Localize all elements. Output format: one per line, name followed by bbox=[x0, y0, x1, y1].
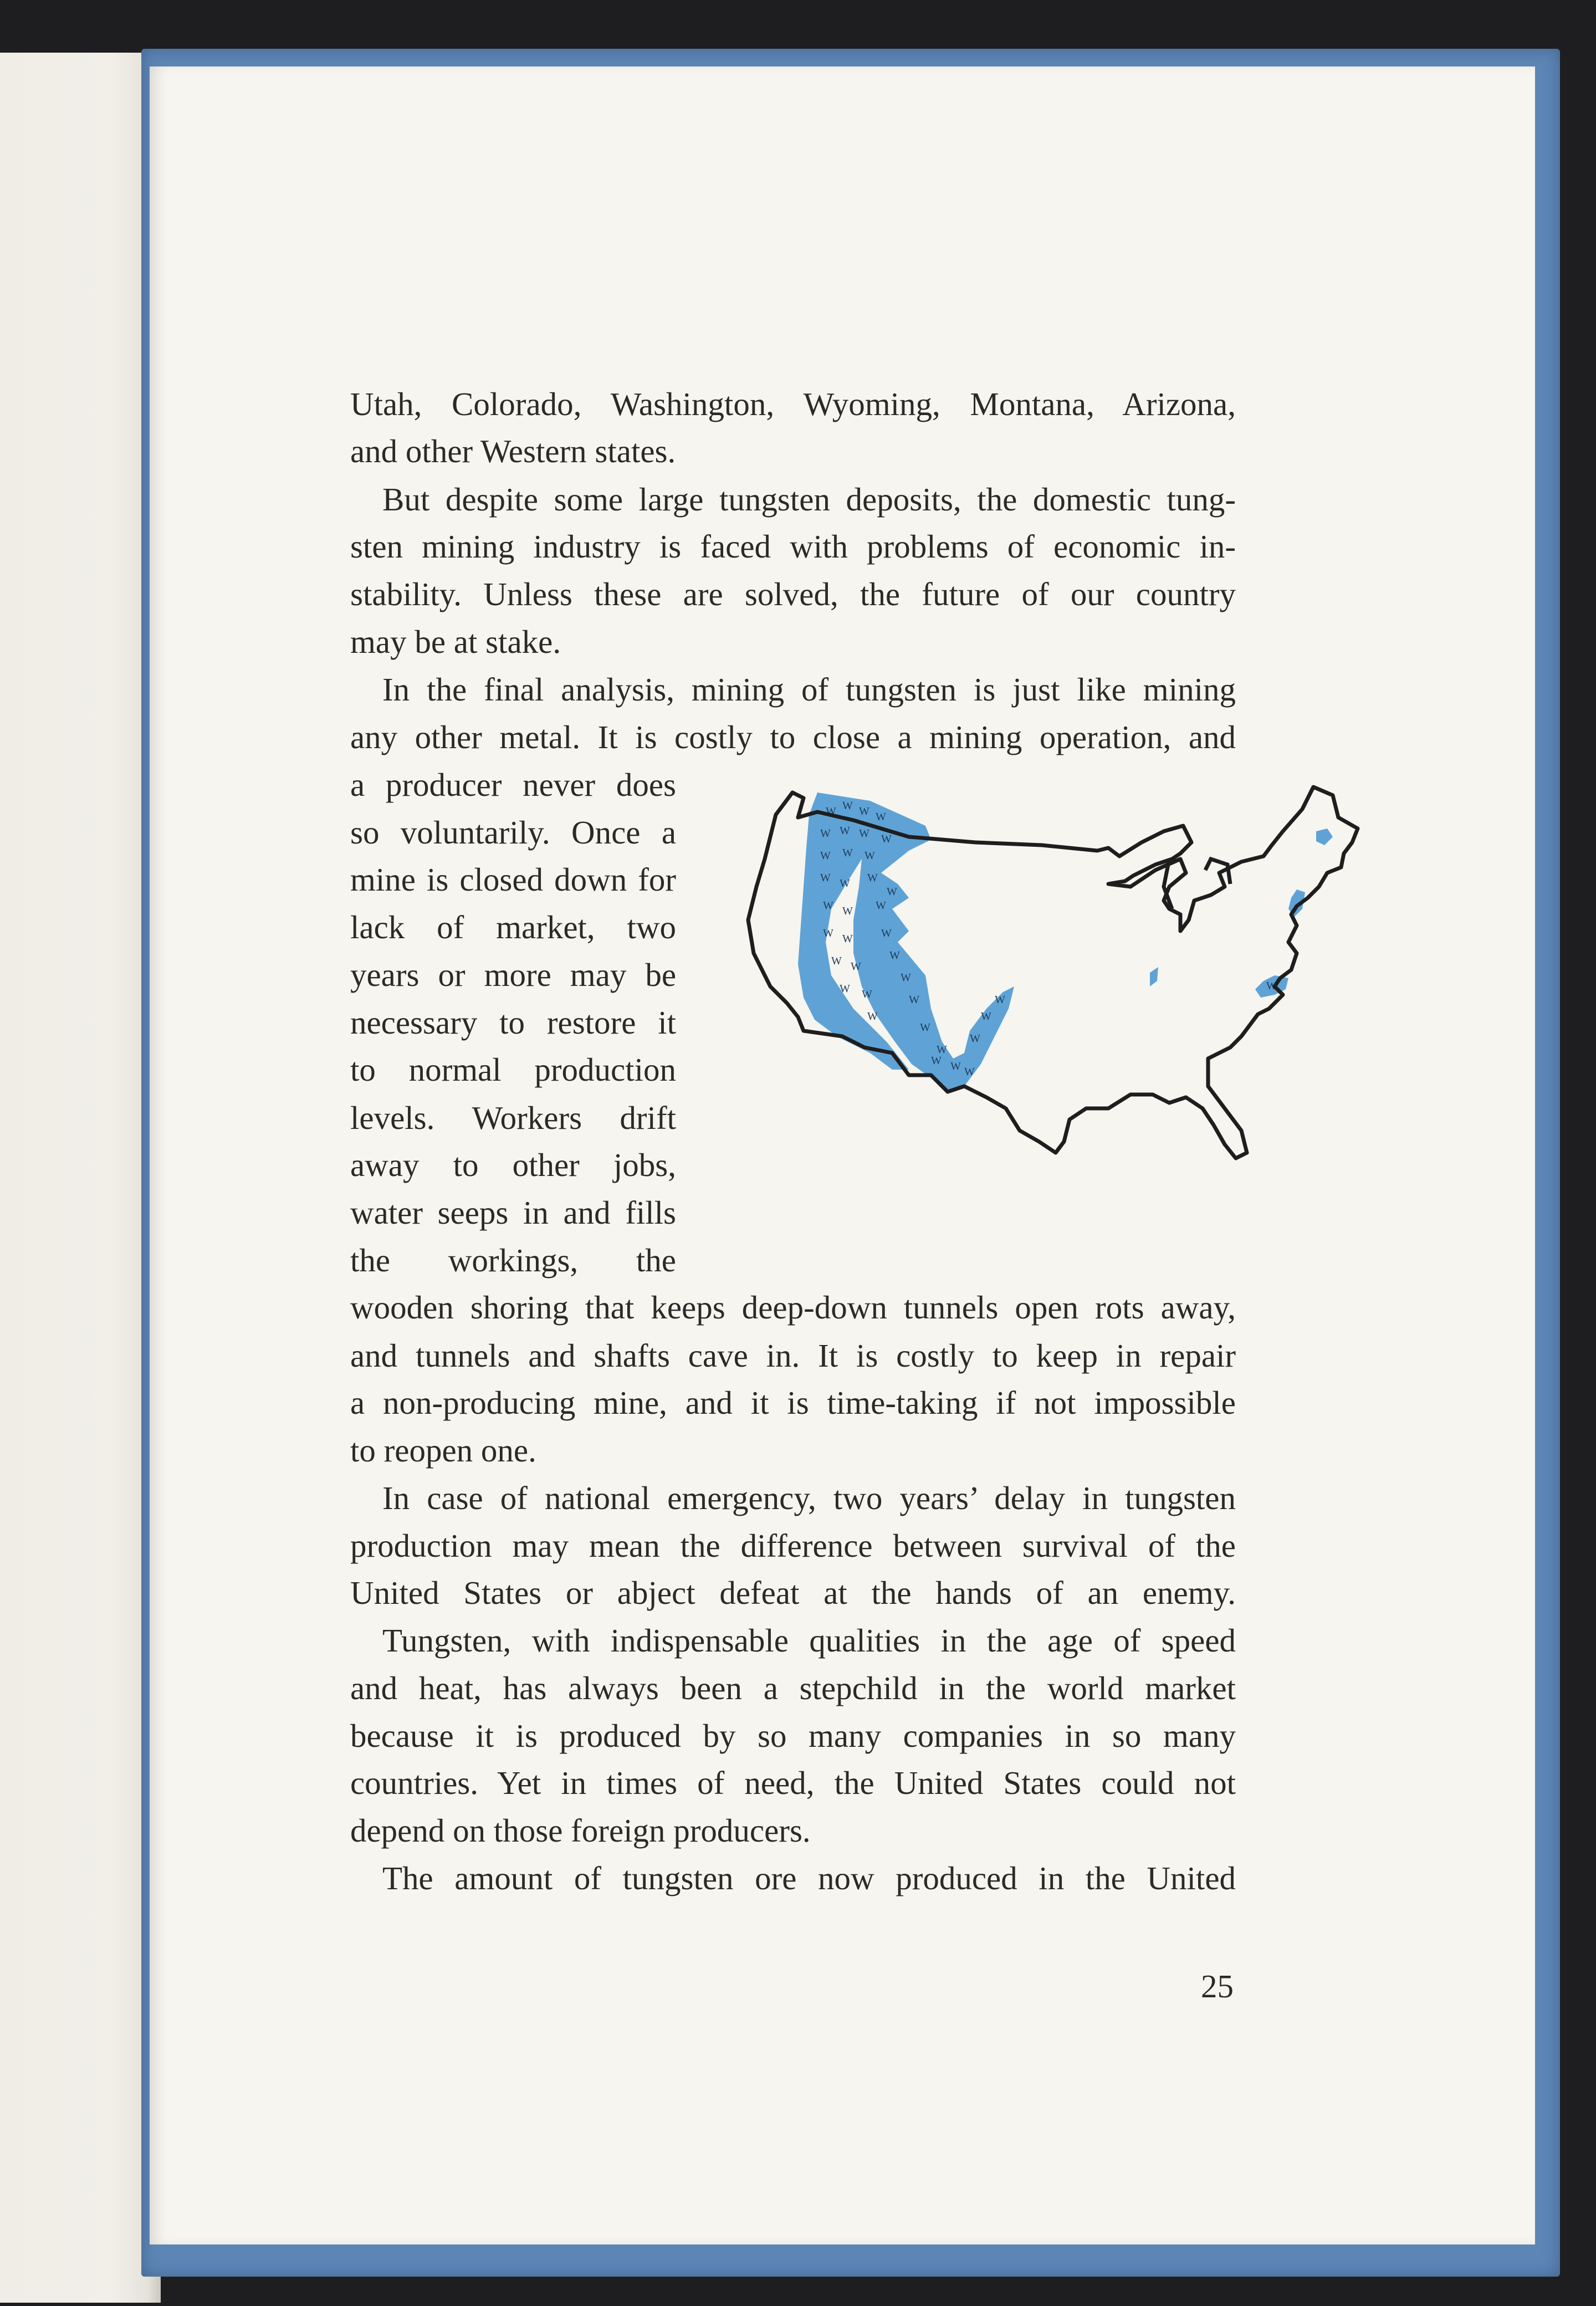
tungsten-w-symbol: W bbox=[876, 811, 886, 823]
text-line: necessary to restore it bbox=[350, 1004, 677, 1041]
text-line: may be at stake. bbox=[350, 623, 561, 660]
tungsten-w-symbol: W bbox=[840, 825, 850, 837]
tungsten-w-symbol: W bbox=[881, 833, 892, 845]
tungsten-w-symbol: W bbox=[842, 800, 853, 812]
tungsten-w-symbol: W bbox=[820, 872, 831, 884]
tungsten-w-symbol: W bbox=[842, 905, 853, 917]
tungsten-w-symbol: W bbox=[889, 949, 900, 962]
left-page-edge bbox=[0, 53, 161, 2303]
text-line: so voluntarily. Once a bbox=[350, 814, 677, 851]
tungsten-w-symbol: W bbox=[840, 877, 850, 889]
tungsten-w-symbol: W bbox=[851, 960, 861, 973]
tungsten-w-symbol: W bbox=[842, 847, 853, 859]
tungsten-w-symbol: W bbox=[826, 805, 836, 817]
text-line: the workings, the bbox=[350, 1242, 676, 1279]
tungsten-w-symbol: W bbox=[823, 899, 833, 912]
text-line: a producer never does bbox=[350, 766, 677, 803]
tungsten-w-symbol: W bbox=[867, 872, 878, 884]
tungsten-w-symbol: W bbox=[887, 886, 897, 898]
tungsten-w-symbol: W bbox=[909, 994, 919, 1006]
tungsten-w-symbol: W bbox=[867, 1010, 878, 1022]
text-line: mine is closed down for bbox=[350, 861, 676, 898]
text-line: countries. Yet in times of need, the United States could not bbox=[350, 1765, 1236, 1801]
tungsten-w-symbol: W bbox=[964, 1066, 975, 1078]
text-line: In case of national emergency, two years’ delay in tungsten bbox=[382, 1480, 1236, 1516]
tungsten-w-symbol: W bbox=[859, 805, 869, 817]
tungsten-w-symbol: W bbox=[920, 1021, 930, 1034]
text-line: The amount of tungsten ore now produced in the United bbox=[382, 1860, 1236, 1896]
text-line: away to other jobs, bbox=[350, 1147, 677, 1183]
tungsten-w-symbol: W bbox=[859, 827, 869, 840]
text-line: levels. Workers drift bbox=[350, 1100, 676, 1136]
page-number: 25 bbox=[1201, 1968, 1234, 2005]
text-line: any other metal. It is costly to close a mining operation, and bbox=[350, 719, 1236, 755]
tungsten-w-symbol: W bbox=[981, 1010, 991, 1022]
tungsten-w-symbol: W bbox=[881, 927, 892, 939]
tungsten-w-symbol: W bbox=[823, 927, 833, 939]
tungsten-w-symbol: W bbox=[950, 1060, 961, 1072]
text-line: wooden shoring that keeps deep-down tunnels open rots away, bbox=[350, 1289, 1236, 1326]
text-line: In the final analysis, mining of tungsten is just like mining bbox=[382, 671, 1236, 708]
tungsten-w-symbol: W bbox=[970, 1032, 980, 1045]
text-line: production may mean the difference between survival of the bbox=[350, 1527, 1236, 1564]
tungsten-w-symbol: W bbox=[1266, 980, 1277, 992]
tungsten-w-symbol: W bbox=[995, 994, 1005, 1006]
tungsten-w-symbol: W bbox=[931, 1055, 942, 1067]
text-line: But despite some large tungsten deposits, the domestic tung- bbox=[382, 481, 1236, 518]
tungsten-w-symbol: W bbox=[840, 983, 850, 995]
text-line: years or more may be bbox=[350, 957, 677, 993]
lake-huron bbox=[1205, 859, 1230, 884]
text-line: and heat, has always been a stepchild in the world market bbox=[350, 1670, 1236, 1706]
text-line: stability. Unless these are solved, the future of our country bbox=[350, 576, 1236, 612]
text-line: because it is produced by so many companies in so many bbox=[350, 1717, 1236, 1754]
text-line: and other Western states. bbox=[350, 433, 676, 469]
text-line: to normal production bbox=[350, 1051, 676, 1088]
deposit-region bbox=[1150, 967, 1158, 986]
us-tungsten-map bbox=[743, 776, 1408, 1208]
tungsten-w-symbol: W bbox=[864, 850, 875, 862]
text-line: Utah, Colorado, Washington, Wyoming, Montana, Arizona, bbox=[350, 386, 1236, 422]
deposit-region bbox=[1316, 829, 1333, 845]
tungsten-w-symbol: W bbox=[937, 1044, 947, 1056]
tungsten-symbols bbox=[820, 800, 1277, 1078]
tungsten-w-symbol: W bbox=[876, 899, 886, 912]
text-line: Tungsten, with indispensable qualities in the age of speed bbox=[382, 1622, 1236, 1659]
text-line: and tunnels and shafts cave in. It is costly to keep in repair bbox=[350, 1337, 1236, 1374]
tungsten-deposit-regions bbox=[798, 792, 1333, 1092]
text-line: water seeps in and fills bbox=[350, 1194, 676, 1231]
text-line: United States or abject defeat at the hands of an enemy. bbox=[350, 1574, 1236, 1611]
tungsten-w-symbol: W bbox=[842, 933, 853, 945]
text-line: lack of market, two bbox=[350, 909, 676, 945]
tungsten-w-symbol: W bbox=[901, 972, 911, 984]
text-line: to reopen one. bbox=[350, 1432, 536, 1469]
text-line: sten mining industry is faced with problems of economic in- bbox=[350, 528, 1236, 565]
tungsten-w-symbol: W bbox=[831, 955, 842, 967]
text-line: depend on those foreign producers. bbox=[350, 1812, 811, 1849]
tungsten-w-symbol: W bbox=[820, 827, 831, 840]
tungsten-w-symbol: W bbox=[862, 988, 872, 1000]
text-line: a non-producing mine, and it is time-taking if not impossible bbox=[350, 1384, 1236, 1421]
tungsten-w-symbol: W bbox=[820, 850, 831, 862]
